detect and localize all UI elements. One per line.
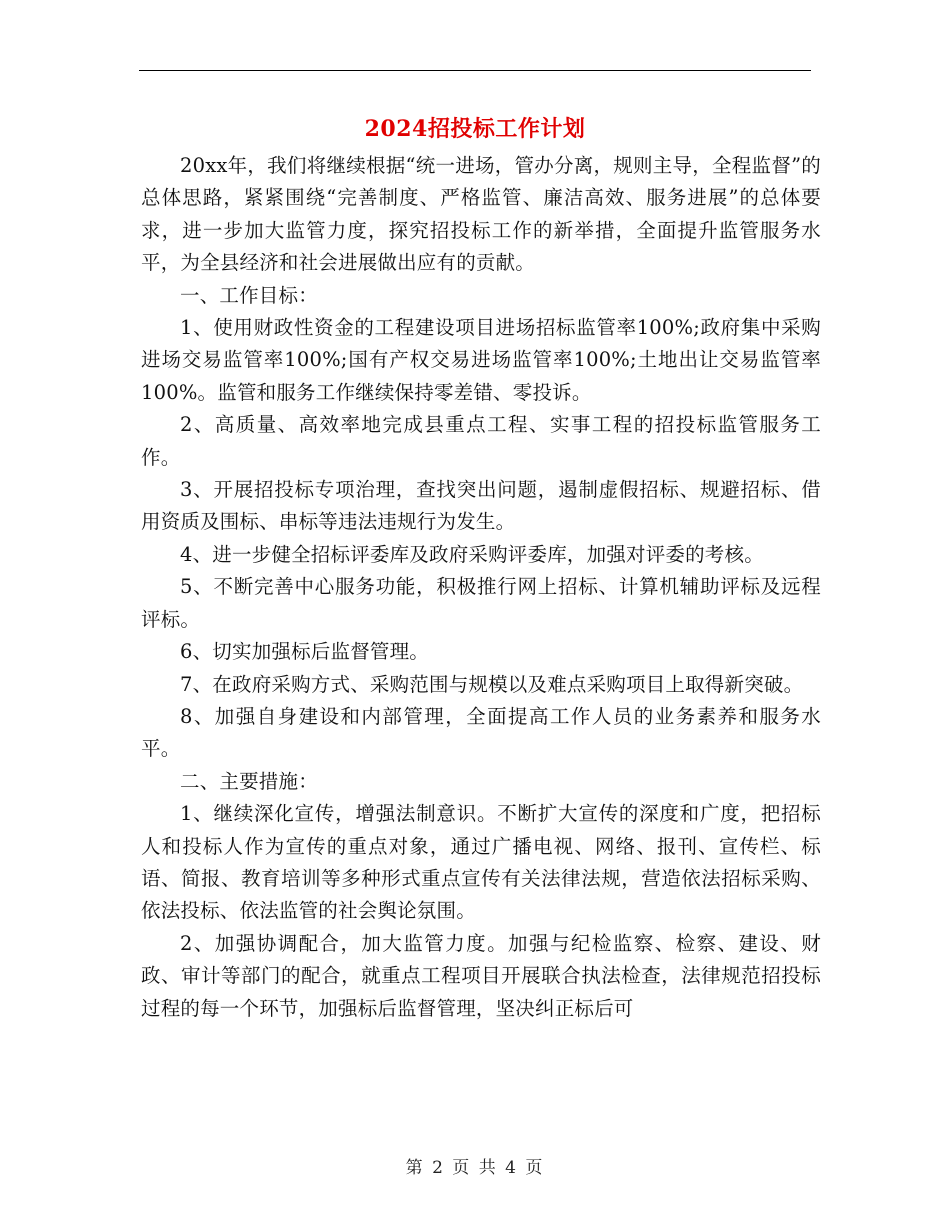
goal-item-3: 3、开展招投标专项治理，查找突出问题，遏制虚假招标、规避招标、借用资质及围标、串标等违法违规行为发生。 <box>141 478 821 534</box>
goal-item-6: 6、切实加强标后监督管理。 <box>180 640 430 664</box>
goal-item-1: 1、使用财政性资金的工程建设项目进场招标监管率100%;政府集中采购进场交易监管率100%;国有产权交易进场监管率100%;土地出让交易监管率100%。监管和服务工作继续保持零差错、零投诉。 <box>141 316 821 404</box>
section-heading-goals: 一、工作目标： <box>180 283 318 307</box>
measure-item-1: 1、继续深化宣传，增强法制意识。不断扩大宣传的深度和广度，把招标人和投标人作为宣传的重点对象，通过广播电视、网络、报刊、宣传栏、标语、简报、教育培训等多种形式重点宣传有关法律法规，营造依法招标采购、依法投标、依法监管的社会舆论氛围。 <box>141 802 821 923</box>
intro-paragraph: 20xx年，我们将继续根据“统一进场，管办分离，规则主导，全程监督”的总体思路，紧紧围绕“完善制度、严格监管、廉洁高效、服务进展”的总体要求，进一步加大监管力度，探究招投标工作的新举措，全面提升监管服务水平，为全县经济和社会进展做出应有的贡献。 <box>141 154 821 275</box>
goal-item-5: 5、不断完善中心服务功能，积极推行网上招标、计算机辅助评标及远程评标。 <box>141 575 821 631</box>
document-title: 2024招投标工作计划 <box>364 116 586 142</box>
section-heading-measures: 二、主要措施： <box>180 769 318 793</box>
header-rule <box>139 70 811 71</box>
measure-item-2: 2、加强协调配合，加大监管力度。加强与纪检监察、检察、建设、财政、审计等部门的配合，就重点工程项目开展联合执法检查，法律规范招投标过程的每一个环节，加强标后监督管理，坚决纠正标后可 <box>141 931 821 1020</box>
goal-item-7: 7、在政府采购方式、采购范围与规模以及难点采购项目上取得新突破。 <box>180 672 804 696</box>
goal-item-4: 4、进一步健全招标评委库及政府采购评委库，加强对评委的考核。 <box>180 542 764 566</box>
goal-item-2: 2、高质量、高效率地完成县重点工程、实事工程的招投标监管服务工作。 <box>141 413 821 469</box>
page-number-footer: 第 2 页 共 4 页 <box>405 1158 545 1178</box>
document-body <box>141 150 821 1025</box>
goal-item-8: 8、加强自身建设和内部管理，全面提高工作人员的业务素养和服务水平。 <box>141 704 821 761</box>
